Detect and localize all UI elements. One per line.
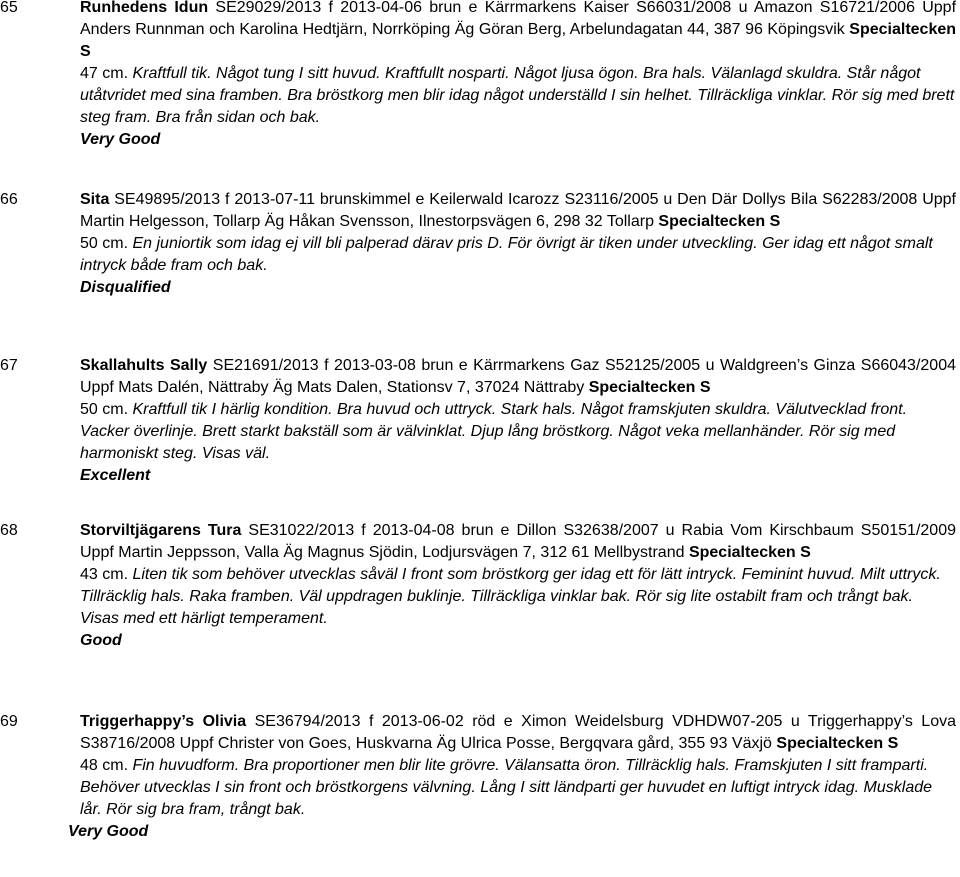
grade: Excellent — [80, 467, 151, 484]
entry-number: 69 — [0, 713, 18, 730]
dog-name: Triggerhappy’s Olivia — [80, 713, 247, 730]
award-label: Specialtecken S — [776, 735, 899, 752]
entry-number: 66 — [0, 191, 18, 208]
registration-details: SE36794/2013 f 2013-06-02 röd e Ximon Weidelsburg VDHDW07-205 u Triggerhappy’s Lova S38716/2008 Uppf Christer von Goes, Huskvarna Äg Ulrica Posse, Bergqvara gård, 355 93 Växjö — [80, 713, 956, 752]
dog-size: 50 cm. — [80, 235, 129, 252]
critique-text: En juniortik som idag ej vill bli palperad därav pris D. För övrigt är tiken under utveckling. Ger idag ett något smalt intryck både fram och bak. — [80, 235, 933, 274]
grade: Good — [80, 632, 122, 649]
critique-text: Kraftfull tik. Något tung I sitt huvud. Kraftfullt nosparti. Något ljusa ögon. Bra hals. Välanlagd skuldra. Står något utåtvridet med sina framben. Bra bröstkorg men blir idag något underställd I sin helhet. Tillräckliga vinklar. Rör sig med brett steg fram. Bra från sidan och bak. — [80, 65, 955, 126]
dog-name: Runhedens Idun — [80, 0, 209, 16]
entry-header — [80, 520, 956, 564]
dog-size: 47 cm. — [80, 65, 129, 82]
entry-body — [80, 0, 956, 151]
critique — [80, 564, 956, 630]
entry-number: 68 — [0, 522, 18, 539]
grade: Very Good — [68, 823, 149, 840]
entry-body — [68, 711, 956, 843]
registration-details: SE49895/2013 f 2013-07-11 brunskimmel e Keilerwald Icarozz S23116/2005 u Den Där Dollys Bila S62283/2008 Uppf Martin Helgesson, Tollarp Äg Håkan Svensson, Ilnestorpsvägen 6, 298 32 Tollarp — [80, 191, 957, 230]
critique-text: Kraftfull tik I härlig kondition. Bra huvud och uttryck. Stark hals. Något framskjuten skuldra. Välutvecklad front. Vacker överlinje. Brett starkt bakställ som är välvinklat. Djup lång bröstkorg. Något veka mellanhänder. Rör sig med harmoniskt steg. Visas väl. — [80, 401, 908, 462]
dog-size: 50 cm. — [80, 401, 129, 418]
entry-header — [80, 711, 956, 755]
grade: Very Good — [80, 131, 161, 148]
registration-details: SE31022/2013 f 2013-04-08 brun e Dillon S32638/2007 u Rabia Vom Kirschbaum S50151/2009 Uppf Martin Jeppsson, Valla Äg Magnus Sjödin, Lodjursvägen 7, 312 61 Mellbystrand — [80, 522, 956, 561]
grade: Disqualified — [80, 279, 171, 296]
entry-header — [80, 189, 956, 233]
critique-text: Fin huvudform. Bra proportioner men blir lite grövre. Välansatta öron. Tillräcklig hals. Framskjuten I sitt framparti. Behöver utvecklas I sin front och bröstkorgens välvning. Lång I sitt ländparti ger huvudet en luftigt intryck idag. Musklade lår. Rör sig bra fram, trångt bak. — [80, 757, 933, 818]
critique — [80, 399, 956, 465]
dog-size: 48 cm. — [80, 757, 129, 774]
registration-details: SE21691/2013 f 2013-03-08 brun e Kärrmarkens Gaz S52125/2005 u Waldgreen’s Ginza S66043/2004 Uppf Mats Dalén, Nättraby Äg Mats Dalen, Stationsv 7, 37024 Nättraby — [80, 357, 956, 396]
registration-details: SE29029/2013 f 2013-04-06 brun e Kärrmarkens Kaiser S66031/2008 u Amazon S16721/2006 Uppf Anders Runnman och Karolina Hedtjärn, Norrköping Äg Göran Berg, Arbelundagatan 44, 387 96 Köpingsvik — [80, 0, 957, 38]
award-label: Specialtecken S — [588, 379, 711, 396]
entry-body — [80, 355, 956, 487]
entry-body — [80, 189, 956, 299]
critique — [80, 63, 956, 129]
award-label: Specialtecken S — [688, 544, 811, 561]
entry-header — [80, 355, 956, 399]
entry-body — [80, 520, 956, 652]
entry-number: 65 — [0, 0, 18, 16]
dog-name: Storviltjägarens Tura — [80, 522, 242, 539]
award-label: Specialtecken S — [80, 21, 957, 60]
critique — [80, 755, 956, 821]
critique — [80, 233, 956, 277]
dog-name: Sita — [80, 191, 110, 208]
dog-size: 43 cm. — [80, 566, 129, 583]
award-label: Specialtecken S — [658, 213, 781, 230]
entry-header — [80, 0, 956, 63]
entry-number: 67 — [0, 357, 18, 374]
dog-name: Skallahults Sally — [80, 357, 208, 374]
critique-text: Liten tik som behöver utvecklas såväl I front som bröstkorg ger idag ett för lätt intryck. Feminint huvud. Milt uttryck. Tillräcklig hals. Raka framben. Väl uppdragen buklinje. Tillräckliga vinklar bak. Rör sig lite ostabilt fram och trångt bak. Visas med ett härligt temperament. — [80, 566, 941, 627]
